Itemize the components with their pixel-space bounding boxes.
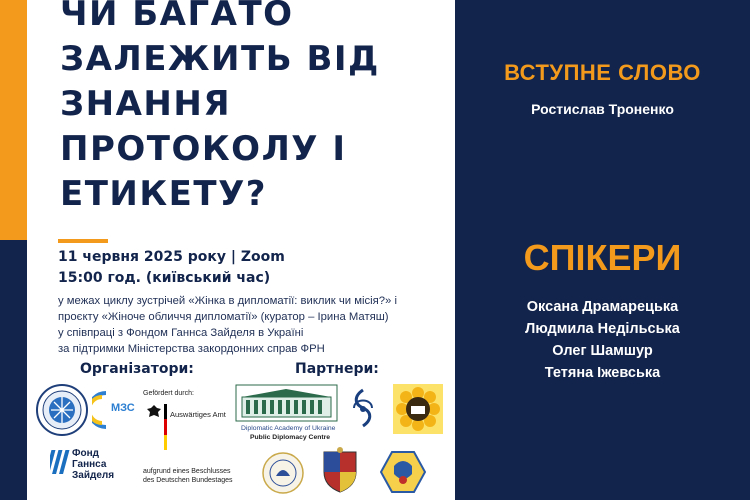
beschluss-line: aufgrund eines Beschlusses xyxy=(143,468,231,475)
speakers-heading: СПІКЕРИ xyxy=(523,237,682,278)
title-line: ЕТИКЕТУ? xyxy=(60,174,268,214)
speaker-name: Оксана Драмарецька xyxy=(526,299,679,315)
description-line: у співпраці з Фондом Ганнса Зайделя в Україні xyxy=(58,327,304,339)
description-line: за підтримки Міністерства закордонних справ ФРН xyxy=(58,343,325,355)
academy-line1: Diplomatic Academy of Ukraine xyxy=(241,425,336,432)
hss-line: Зайделя xyxy=(72,470,115,481)
description-line: проєкту «Жіноче обличчя дипломатії» (куратор – Ірина Матяш) xyxy=(58,311,389,323)
sunflower-logo xyxy=(393,384,443,434)
title-divider xyxy=(58,239,108,243)
navy-accent-bar xyxy=(0,240,27,500)
speakers-list xyxy=(455,296,750,384)
auswaertiges-amt-text: Auswärtiges Amt xyxy=(170,410,226,419)
speaker-name: Тетяна Іжевська xyxy=(544,365,661,381)
event-date: 11 червня 2025 року | Zoom xyxy=(58,249,285,265)
hss-line: Фонд xyxy=(72,448,100,459)
german-flag-icon xyxy=(164,404,167,450)
title-line: ПРОТОКОЛУ І xyxy=(60,129,347,169)
hexagon-logo xyxy=(380,450,426,494)
diplomatic-academy-round-logo xyxy=(36,384,88,436)
intro-heading: ВСТУПНЕ СЛОВО xyxy=(504,60,701,85)
title-line: ЗНАННЯ xyxy=(60,84,232,124)
round-seal-logo xyxy=(262,452,304,494)
hss-line: Ганнса xyxy=(72,459,107,470)
hss-logo-icon xyxy=(50,448,70,476)
beschluss-line: des Deutschen Bundestages xyxy=(143,477,233,484)
speaker-name: Людмила Недільська xyxy=(525,321,680,337)
organizers-label: Організатори: xyxy=(80,361,194,377)
description-line: у межах циклу зустрічей «Жінка в дипломатії: виклик чи місія?» і xyxy=(58,295,397,307)
coat-of-arms-logo xyxy=(320,446,360,494)
event-time: 15:00 год. (київський час) xyxy=(58,270,271,286)
academy-line2: Public Diplomacy Centre xyxy=(250,434,331,441)
intro-speaker-name: Ростислав Троненко xyxy=(531,101,674,117)
beschluss-text xyxy=(143,467,233,485)
partners-label: Партнери: xyxy=(295,361,379,377)
gefordert-text: Gefördert durch: xyxy=(143,390,194,397)
title-line: ЧИ БАГАТО xyxy=(60,0,294,34)
mfa-logo-text: МЗС xyxy=(111,402,135,414)
university-emblem-logo xyxy=(348,388,378,430)
title-line: ЗАЛЕЖИТЬ ВІД xyxy=(60,39,380,79)
event-title xyxy=(60,0,440,217)
event-description xyxy=(58,293,453,357)
speaker-name: Олег Шамшур xyxy=(552,343,653,359)
academy-building-logo xyxy=(234,383,339,423)
hss-logo-text xyxy=(72,448,114,481)
orange-accent-bar xyxy=(0,0,27,240)
german-eagle-icon xyxy=(146,404,162,422)
